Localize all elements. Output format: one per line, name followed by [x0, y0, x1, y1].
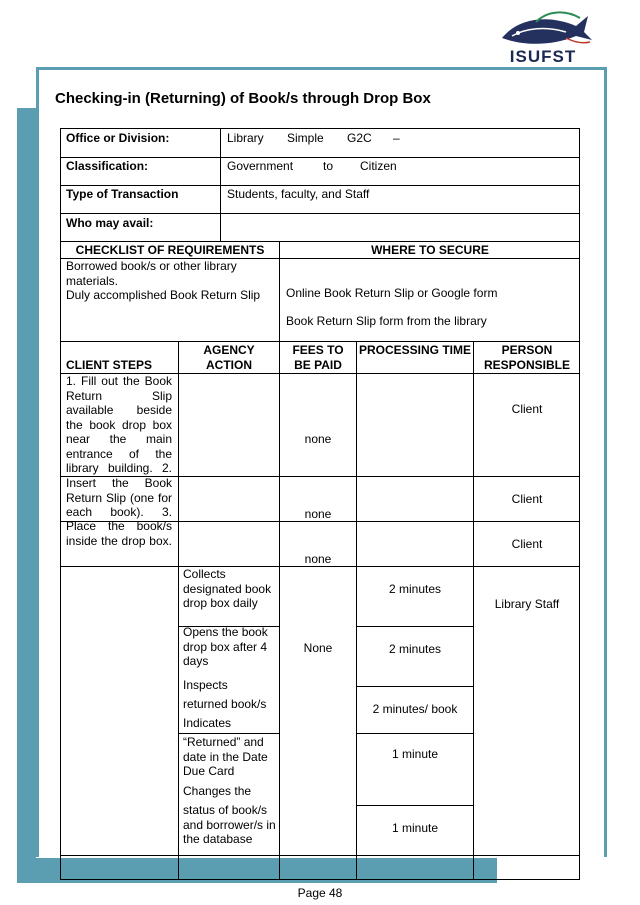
- office-value-word-2: Simple: [287, 131, 324, 145]
- person-responsible-header: PERSON RESPONSIBLE: [483, 343, 570, 372]
- secure-item-2: Book Return Slip form from the library: [286, 314, 487, 328]
- processing-time-header: PROCESSING TIME: [358, 343, 471, 357]
- processing-time-2: 2 minutes: [388, 642, 442, 656]
- agency-action-1: Collects designated book drop box daily: [183, 567, 272, 610]
- office-label: Office or Division:: [66, 131, 170, 145]
- logo-text: ISUFST: [509, 47, 577, 66]
- classification-value-word-3: Citizen: [360, 159, 397, 173]
- where-to-secure-header: WHERE TO SECURE: [371, 243, 489, 257]
- client-step-3: Place the book/s inside the drop box.: [66, 519, 172, 548]
- requirement-item-1: Borrowed book/s or other library materials.: [66, 259, 237, 288]
- processing-time-3: 2 minutes/ book: [372, 702, 458, 716]
- agency-fee: None: [303, 641, 333, 655]
- client-step-3-person: Client: [511, 537, 543, 551]
- client-step-1-person: Client: [511, 402, 543, 416]
- classification-value-word-2: to: [323, 159, 334, 173]
- page-number: Page 48: [297, 886, 343, 900]
- classification-label: Classification:: [66, 159, 149, 173]
- processing-time-4: 1 minute: [391, 747, 439, 761]
- who-may-avail-label: Who may avail:: [66, 216, 154, 230]
- processing-time-5: 1 minute: [391, 821, 439, 835]
- requirement-item-2: Duly accomplished Book Return Slip: [66, 288, 261, 302]
- transaction-type-label: Type of Transaction: [66, 187, 179, 201]
- page-title: Checking-in (Returning) of Book/s through Drop Box: [55, 90, 431, 107]
- agency-action-5-line-1: Changes the: [183, 784, 252, 798]
- agency-action-5-line-2: status of book/s and borrower/s in the database: [183, 803, 276, 846]
- fees-header: FEES TO BE PAID: [292, 343, 344, 372]
- client-step-2-fee: none: [304, 507, 332, 521]
- checklist-header: CHECKLIST OF REQUIREMENTS: [75, 243, 265, 257]
- office-value-word-1: Library: [227, 131, 264, 145]
- classification-value-word-1: Government: [227, 159, 294, 173]
- agency-action-4-line-2: “Returned” and date in the Date Due Card: [183, 735, 268, 778]
- processing-time-1: 2 minutes: [388, 582, 442, 596]
- client-steps-header: CLIENT STEPS: [66, 358, 153, 372]
- client-step-1: 1. Fill out the Book Return Slip available beside the book drop box near the main entrance of the library building. 2.: [66, 374, 172, 475]
- client-step-2: Insert the Book Return Slip (one for each book). 3.: [66, 476, 172, 519]
- office-value-word-3: G2C: [347, 131, 372, 145]
- agency-action-2: Opens the book drop box after 4 days: [183, 625, 268, 668]
- agency-action-header: AGENCY ACTION: [203, 343, 255, 372]
- agency-action-4-line-1: Indicates: [183, 716, 232, 730]
- agency-action-3-line-2: returned book/s: [183, 697, 267, 711]
- client-step-1-fee: none: [304, 432, 332, 446]
- client-step-3-fee: none: [304, 552, 332, 566]
- agency-person-responsible: Library Staff: [494, 597, 560, 611]
- office-value-word-4: –: [393, 131, 400, 145]
- client-step-2-person: Client: [511, 492, 543, 506]
- secure-item-1: Online Book Return Slip or Google form: [286, 286, 498, 300]
- transaction-type-value: Students, faculty, and Staff: [227, 187, 370, 201]
- agency-action-3-line-1: Inspects: [183, 678, 228, 692]
